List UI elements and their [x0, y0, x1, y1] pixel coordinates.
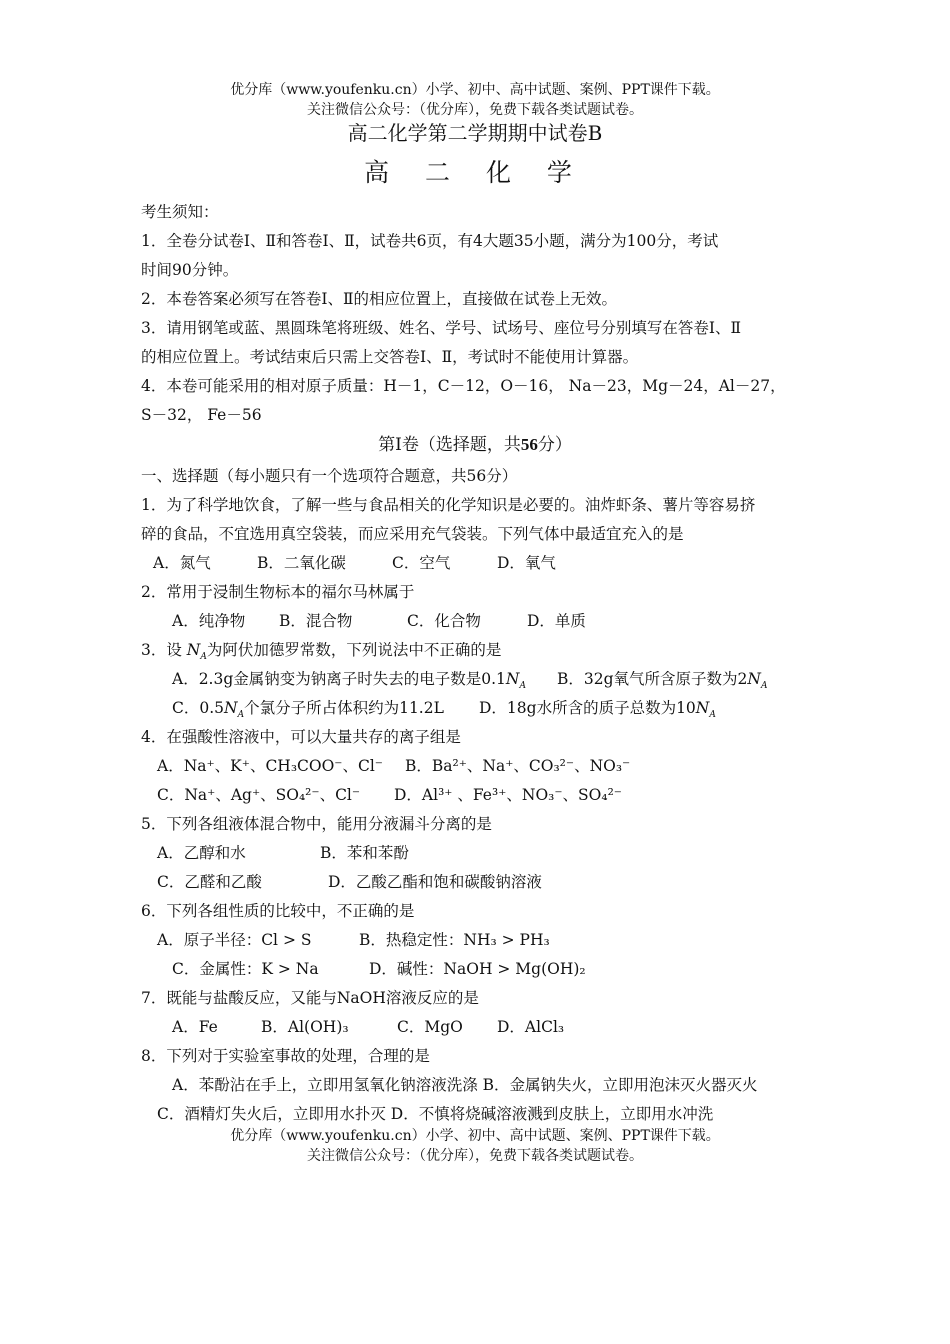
q3-b-na-sub: A — [760, 681, 768, 692]
q6-option-d: D．碱性：NaOH > Mg(OH)₂ — [369, 960, 586, 978]
q4-option-b: B．Ba²⁺、Na⁺、CO₃²⁻、NO₃⁻ — [405, 757, 631, 775]
q1-stem-a: 1．为了科学地饮食，了解一些与食品相关的化学知识是必要的。油炸虾条、薯片等容易挤 — [141, 496, 756, 514]
q3-stem-post: 为阿伏加德罗常数，下列说法中不正确的是 — [206, 641, 502, 659]
q3-a-na-sub: A — [519, 681, 526, 692]
subject-title: 高 二 化 学 — [364, 158, 586, 187]
notice-item-1a: 1．全卷分试卷Ⅰ、Ⅱ和答卷Ⅰ、Ⅱ，试卷共6页，有4大题35小题，满分为100分，考试 — [141, 232, 719, 250]
q3-c-na: N — [224, 699, 238, 717]
q3-stem-pre: 3．设 — [141, 641, 187, 659]
q3-c-text-pre: C．0.5 — [172, 699, 225, 717]
footer-line-1: 优分库（www.youfenku.cn）小学、初中、高中试题、案例、PPT课件下载。 — [230, 1128, 720, 1144]
q1-option-d: D．氧气 — [497, 554, 556, 572]
q5-option-b: B．苯和苯酚 — [320, 844, 409, 862]
q4-option-a: A．Na⁺、K⁺、CH₃COO⁻、Cl⁻ — [157, 757, 383, 775]
q2-option-d: D．单质 — [527, 612, 586, 630]
q8-options-ab: A．苯酚沾在手上，立即用氢氧化钠溶液洗涤 B．金属钠失火，立即用泡沫灭火器灭火 — [172, 1076, 758, 1094]
q3-c-na-sub: A — [237, 710, 245, 721]
q3-option-b — [557, 669, 768, 692]
q1-option-a: A．氮气 — [153, 554, 211, 572]
q7-option-d: D．AlCl₃ — [497, 1018, 565, 1036]
notice-item-2: 2．本卷答案必须写在答卷Ⅰ、Ⅱ的相应位置上，直接做在试卷上无效。 — [141, 290, 618, 308]
q7-option-a: A．Fe — [172, 1018, 218, 1036]
notice-item-4a: 4．本卷可能采用的相对原子质量：H－1，C－12，O－16， Na－23，Mg－24，Al－27， — [141, 377, 786, 395]
header-line-2: 关注微信公众号：（优分库），免费下载各类试题试卷。 — [307, 102, 643, 118]
q1-stem-b: 碎的食品，不宜选用真空袋装，而应采用充气袋装。下列气体中最适宜充入的是 — [141, 525, 684, 543]
q6-option-b: B．热稳定性：NH₃ > PH₃ — [359, 931, 550, 949]
q2-option-a: A．纯净物 — [172, 612, 246, 630]
q3-c-text-post: 个氯分子所占体积约为11.2L — [244, 699, 444, 717]
q6-stem: 6．下列各组性质的比较中，不正确的是 — [141, 902, 415, 920]
q5-stem: 5．下列各组液体混合物中，能用分液漏斗分离的是 — [141, 815, 492, 833]
q3-b-na: N — [747, 670, 761, 688]
notice-item-1b: 时间90分钟。 — [141, 261, 239, 279]
q3-na: N — [186, 641, 201, 659]
q6-option-c: C．金属性：K > Na — [172, 960, 319, 978]
q3-a-na: N — [505, 670, 520, 688]
q3-d-text: D．18g水所含的质子总数为10 — [479, 699, 696, 717]
q2-stem: 2．常用于浸制生物标本的福尔马林属于 — [141, 583, 415, 601]
q3-d-na-sub: A — [709, 710, 716, 721]
q8-options-cd: C．酒精灯失火后，立即用水扑灭 D．不慎将烧碱溶液溅到皮肤上，立即用水冲洗 — [157, 1105, 714, 1123]
q2-option-b: B．混合物 — [279, 612, 353, 630]
q1-option-c: C．空气 — [392, 554, 451, 572]
footer-line-2: 关注微信公众号：（优分库），免费下载各类试题试卷。 — [307, 1148, 643, 1164]
section-title-post: 分） — [537, 435, 572, 455]
section-score: 56 — [520, 435, 538, 454]
part-1-heading: 一、选择题（每小题只有一个选项符合题意，共56分） — [141, 467, 518, 485]
q7-stem: 7．既能与盐酸反应，又能与NaOH溶液反应的是 — [141, 989, 479, 1007]
q8-stem: 8．下列对于实验室事故的处理，合理的是 — [141, 1047, 430, 1065]
q3-option-d — [479, 698, 716, 721]
q6-option-a: A．原子半径：Cl > S — [157, 931, 312, 949]
exam-title: 高二化学第二学期期中试卷B — [347, 121, 603, 145]
q3-option-c — [172, 698, 444, 721]
notice-item-3a: 3．请用钢笔或蓝、黑圆珠笔将班级、姓名、学号、试场号、座位号分别填写在答卷Ⅰ、Ⅱ — [141, 319, 742, 337]
q2-option-c: C．化合物 — [407, 612, 481, 630]
q4-option-d: D．Al³⁺ 、Fe³⁺、NO₃⁻、SO₄²⁻ — [394, 786, 622, 804]
section-title-pre: 第Ⅰ卷（选择题，共 — [378, 435, 521, 455]
header-line-1: 优分库（www.youfenku.cn）小学、初中、高中试题、案例、PPT课件下载。 — [230, 82, 720, 98]
q3-option-a — [172, 669, 526, 692]
q7-option-c: C．MgO — [397, 1018, 463, 1036]
q4-stem: 4．在强酸性溶液中，可以大量共存的离子组是 — [141, 728, 461, 746]
notice-item-3b: 的相应位置上。考试结束后只需上交答卷Ⅰ、Ⅱ，考试时不能使用计算器。 — [141, 348, 639, 366]
notice-item-4b: S－32， Fe－56 — [141, 406, 262, 424]
q3-stem — [141, 640, 502, 663]
q3-b-text: B．32g氧气所含原子数为2 — [557, 670, 748, 688]
q5-option-d: D．乙酸乙酯和饱和碳酸钠溶液 — [328, 873, 542, 891]
q3-d-na: N — [695, 699, 710, 717]
notice-heading: 考生须知： — [141, 203, 219, 221]
q5-option-a: A．乙醇和水 — [157, 844, 246, 862]
q1-option-b: B．二氧化碳 — [257, 554, 346, 572]
q3-na-sub: A — [200, 652, 207, 663]
q7-option-b: B．Al(OH)₃ — [261, 1018, 349, 1036]
q4-option-c: C．Na⁺、Ag⁺、SO₄²⁻、Cl⁻ — [157, 786, 361, 804]
q3-a-text: A．2.3g金属钠变为钠离子时失去的电子数是0.1 — [172, 670, 506, 688]
q5-option-c: C．乙醛和乙酸 — [157, 873, 262, 891]
section-1-title — [0, 434, 950, 456]
